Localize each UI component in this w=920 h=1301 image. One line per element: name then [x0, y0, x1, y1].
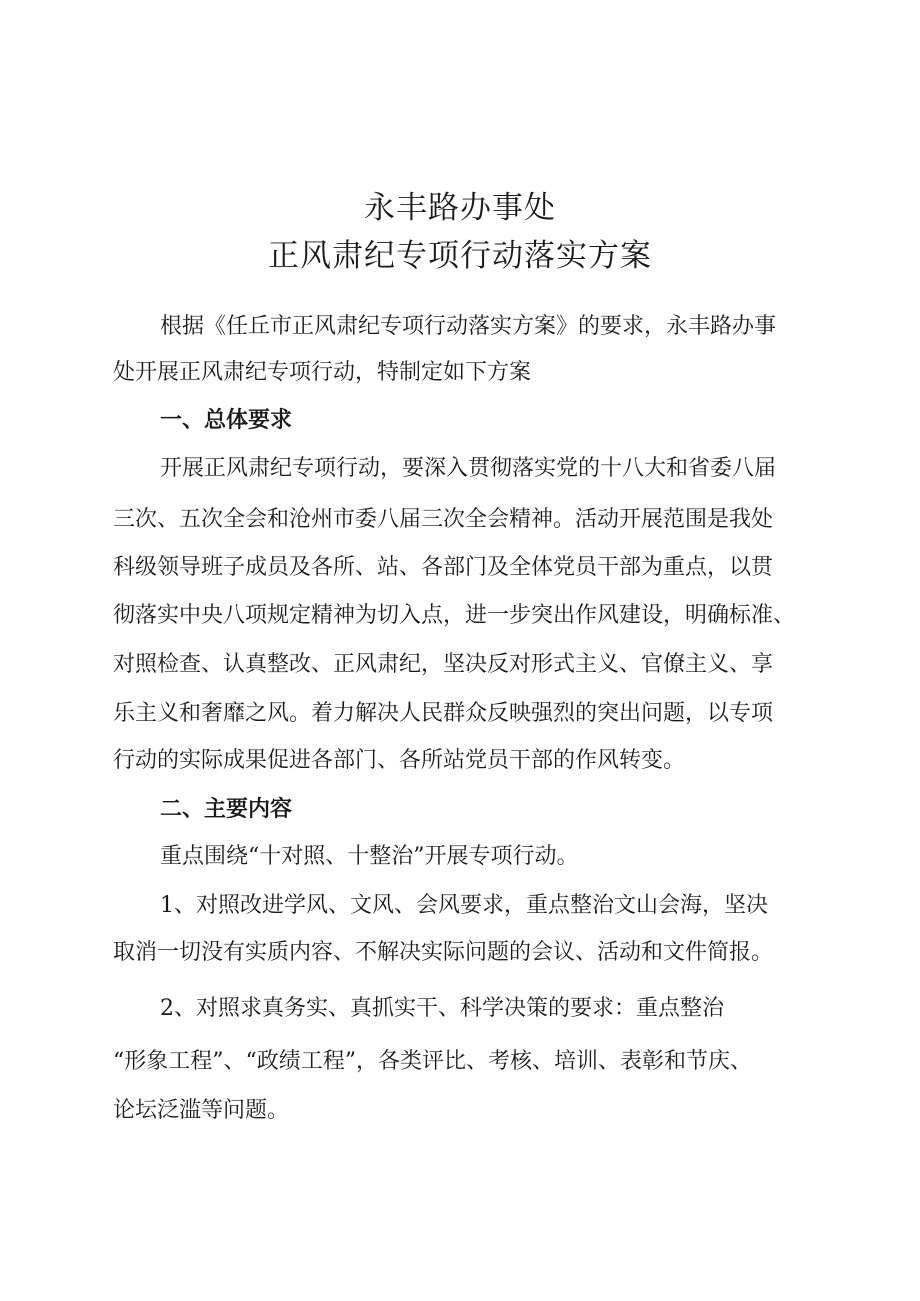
intro-line-1: 根据《任丘市正风肃纪专项行动落实方案》的要求，永丰路办事	[160, 314, 777, 339]
section1-line-7: 行动的实际成果促进各部门、各所站党员干部的作风转变。	[113, 748, 686, 773]
section1-line-3: 科级领导班子成员及各所、站、各部门及全体党员干部为重点，以贯	[113, 555, 774, 580]
intro-line-2: 处开展正风肃纪专项行动，特制定如下方案	[113, 360, 532, 385]
section2-item1-line-2: 取消一切没有实质内容、不解决实际问题的会议、活动和文件简报。	[113, 940, 774, 965]
section2-item2-line-3: 论坛泛滥等问题。	[113, 1098, 290, 1123]
section1-line-1: 开展正风肃纪专项行动，要深入贯彻落实党的十八大和省委八届	[160, 456, 777, 481]
section1-line-6: 乐主义和奢靡之风。着力解决人民群众反映强烈的突出问题，以专项	[113, 701, 774, 726]
section2-item2-line-1: 2、对照求真务实、真抓实干、科学决策的要求：重点整治	[160, 996, 724, 1021]
section2-lead: 重点围绕“十对照、十整治”开展专项行动。	[160, 844, 579, 869]
document-title-line-2: 正风肃纪专项行动落实方案	[268, 238, 652, 274]
section2-item2-line-2: “形象工程”、“政绩工程”，各类评比、考核、培训、表彰和节庆、	[113, 1049, 752, 1074]
section2-item1-line-1: 1、对照改进学风、文风、会风要求，重点整治文山会海，坚决	[160, 893, 768, 918]
section-heading-overall-requirements: 一、总体要求	[160, 408, 293, 433]
section-heading-main-content: 二、主要内容	[160, 797, 293, 822]
section1-line-4: 彻落实中央八项规定精神为切入点，进一步突出作风建设，明确标准、	[113, 603, 796, 628]
section1-line-2: 三次、五次全会和沧州市委八届三次全会精神。活动开展范围是我处	[113, 507, 774, 532]
section1-line-5: 对照检查、认真整改、正风肃纪，坚决反对形式主义、官僚主义、享	[113, 652, 774, 677]
document-title-line-1: 永丰路办事处	[364, 190, 556, 226]
